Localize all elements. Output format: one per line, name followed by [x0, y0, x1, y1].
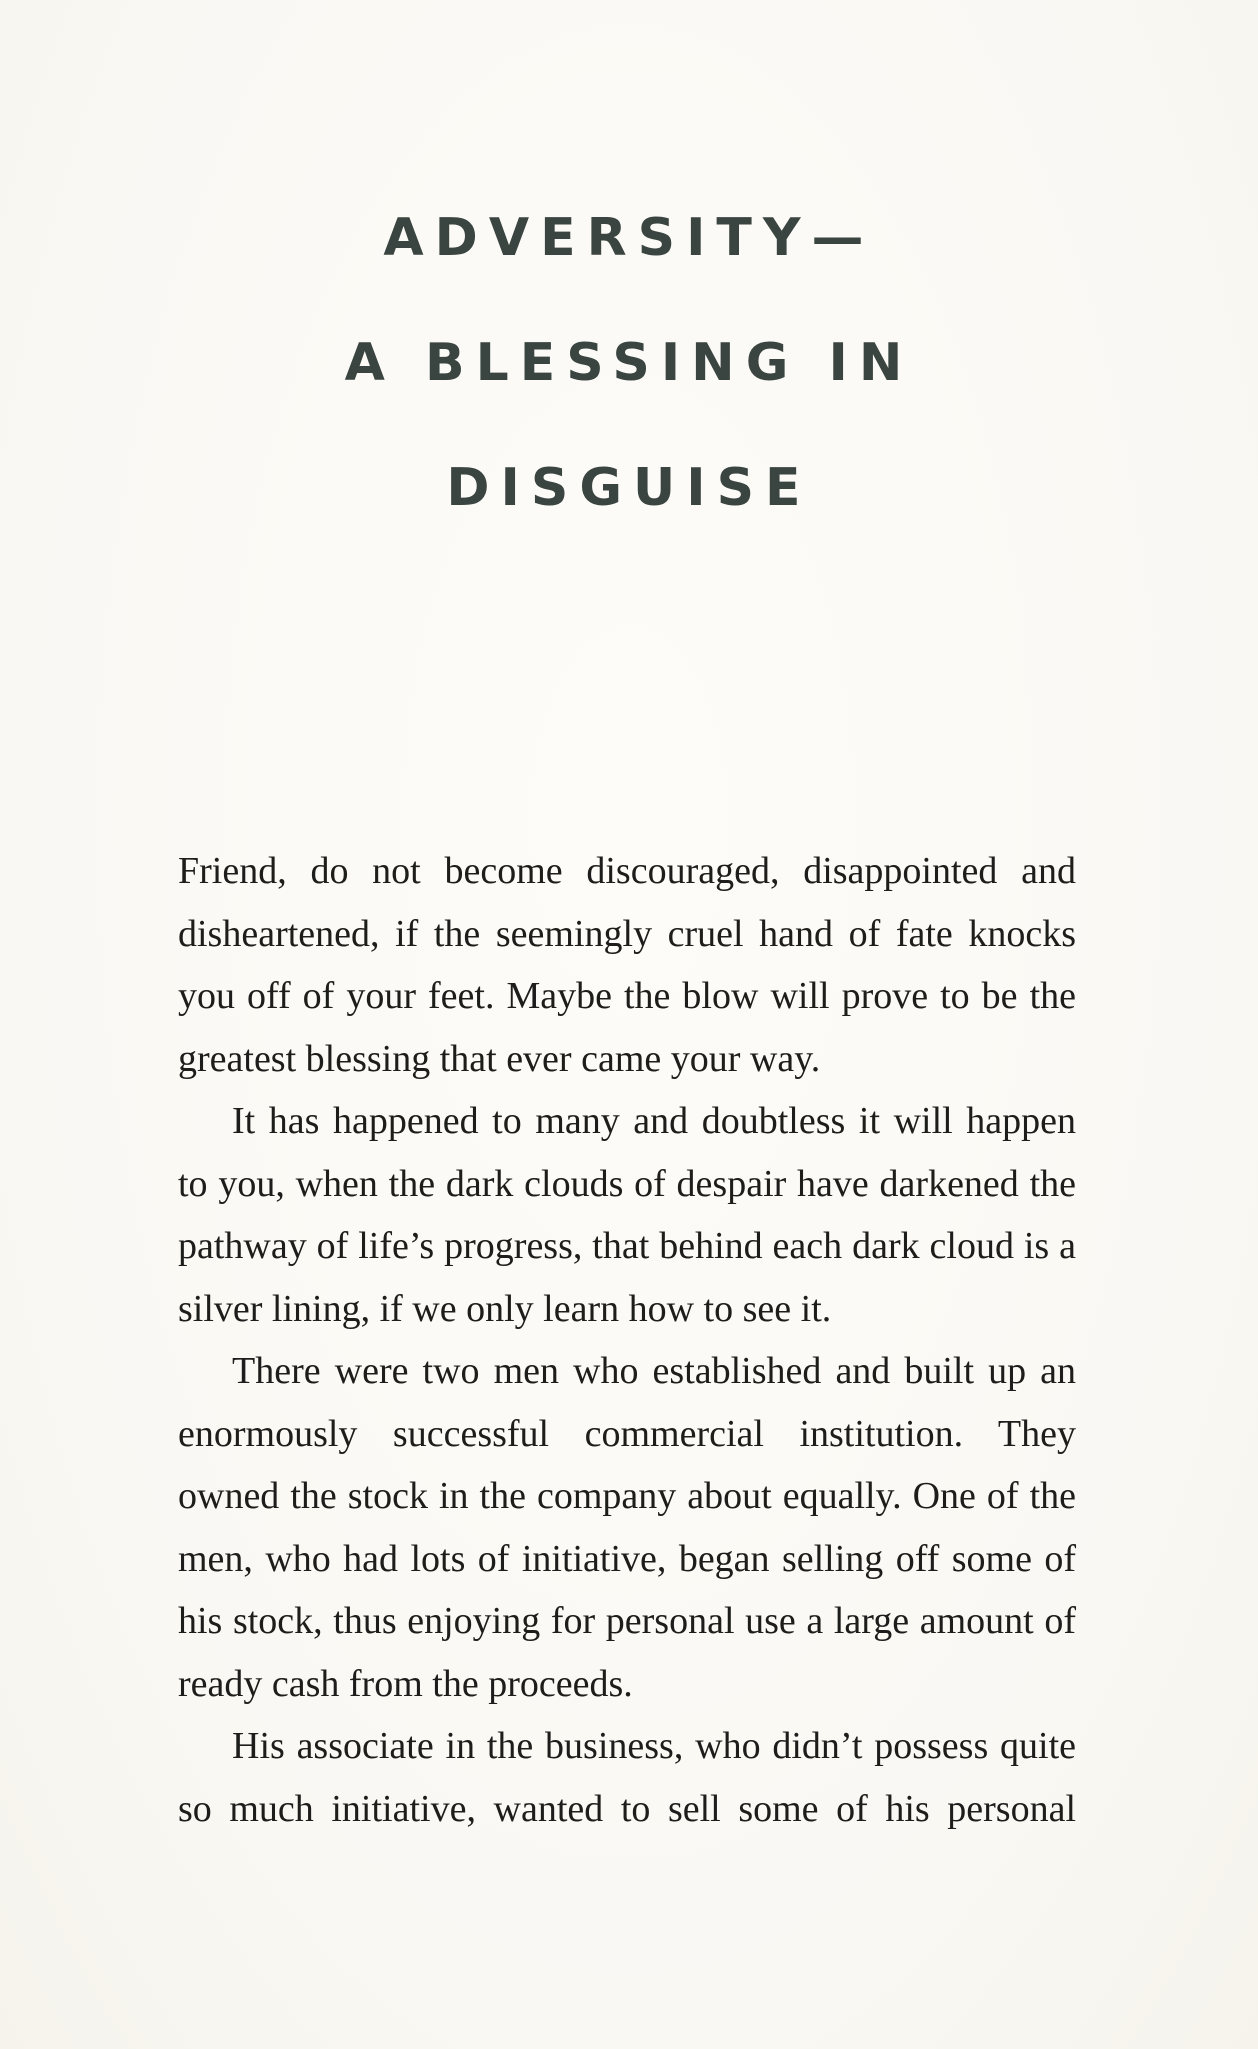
chapter-body	[178, 840, 1076, 1840]
chapter-title-line-2: A BLESSING IN	[344, 333, 914, 393]
chapter-title-line-3: DISGUISE	[446, 458, 812, 518]
chapter-title	[0, 200, 1258, 575]
paragraph-1: Friend, do not become discouraged, disappointed and disheartened, if the seemingly cruel hand of fate knocks you off of your feet. Maybe the blow will prove to be the greatest blessing that ever came your way.	[178, 850, 1076, 1080]
paragraph-4: His associate in the business, who didn’t possess quite so much initiative, wanted to sell some of his personal	[178, 1725, 1076, 1830]
paragraph-3: There were two men who established and built up an enormously successful commercial institution. They owned the stock in the company about equally. One of the men, who had lots of initiative, began selling off some of his stock, thus enjoying for personal use a large amount of ready cash from the proceeds.	[178, 1350, 1076, 1705]
chapter-title-line-1: ADVERSITY—	[383, 208, 875, 268]
paragraph-2: It has happened to many and doubtless it will happen to you, when the dark clouds of despair have darkened the pathway of life’s progress, that behind each dark cloud is a silver lining, if we only learn how to see it.	[178, 1100, 1076, 1330]
